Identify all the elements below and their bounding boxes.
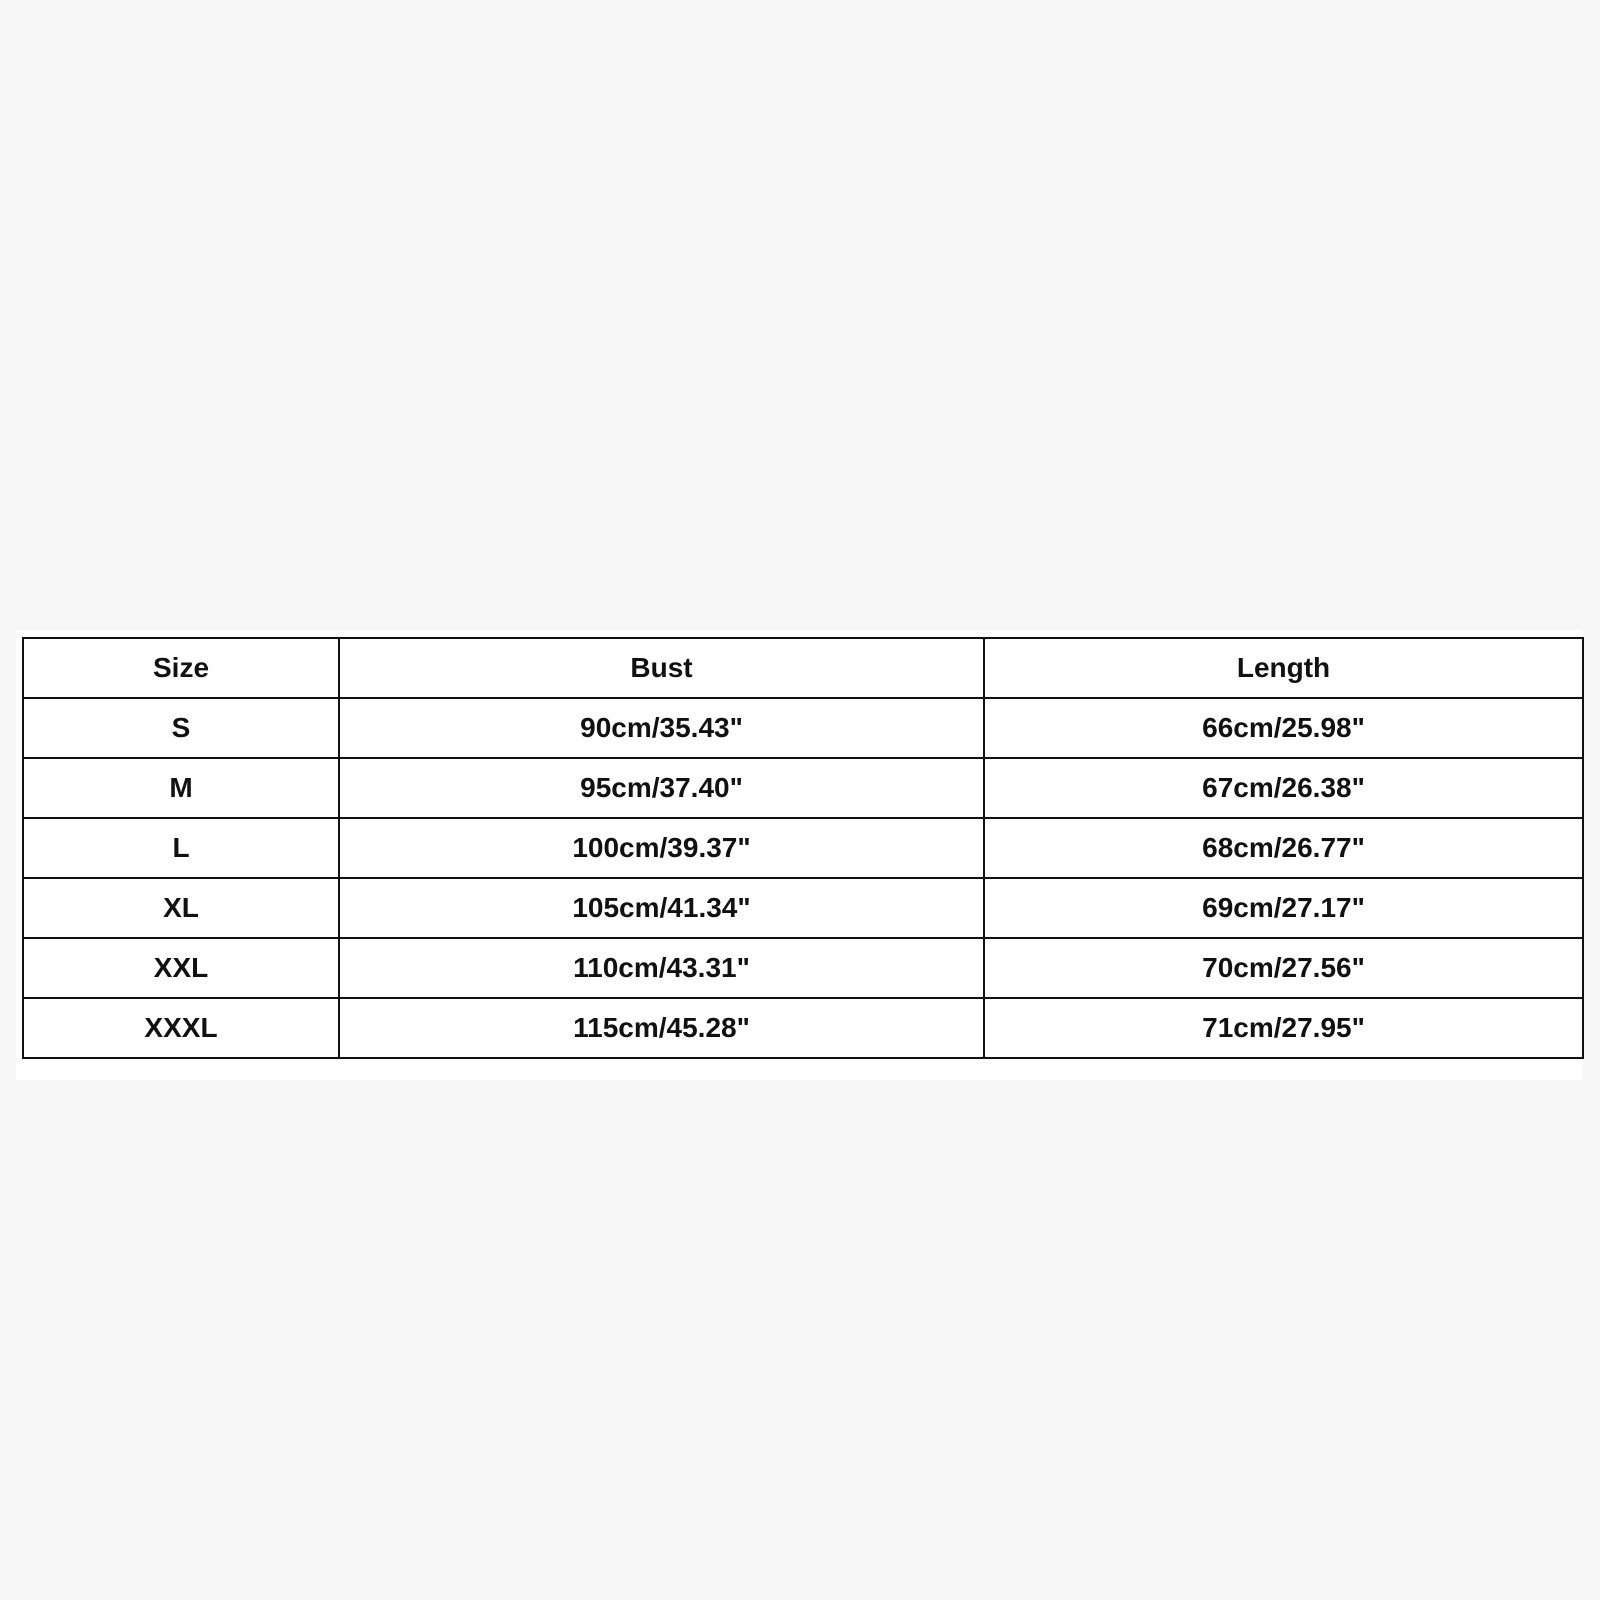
length-cell: 67cm/26.38" — [984, 758, 1583, 818]
length-cell: 69cm/27.17" — [984, 878, 1583, 938]
bust-cell: 100cm/39.37" — [339, 818, 984, 878]
bust-cell: 95cm/37.40" — [339, 758, 984, 818]
size-cell: L — [23, 818, 339, 878]
bust-cell: 115cm/45.28" — [339, 998, 984, 1058]
column-header-length: Length — [984, 638, 1583, 698]
size-cell: M — [23, 758, 339, 818]
table-header-row — [23, 638, 1583, 698]
table-row — [23, 818, 1583, 878]
bust-cell: 105cm/41.34" — [339, 878, 984, 938]
length-cell: 71cm/27.95" — [984, 998, 1583, 1058]
bust-cell: 90cm/35.43" — [339, 698, 984, 758]
size-cell: XXL — [23, 938, 339, 998]
column-header-size: Size — [23, 638, 339, 698]
length-cell: 66cm/25.98" — [984, 698, 1583, 758]
size-chart-table — [22, 637, 1584, 1059]
length-cell: 68cm/26.77" — [984, 818, 1583, 878]
size-cell: XXXL — [23, 998, 339, 1058]
table-row — [23, 938, 1583, 998]
table-row — [23, 998, 1583, 1058]
table-row — [23, 758, 1583, 818]
size-chart-card — [16, 630, 1582, 1080]
size-cell: S — [23, 698, 339, 758]
table-row — [23, 698, 1583, 758]
column-header-bust: Bust — [339, 638, 984, 698]
length-cell: 70cm/27.56" — [984, 938, 1583, 998]
bust-cell: 110cm/43.31" — [339, 938, 984, 998]
table-row — [23, 878, 1583, 938]
size-cell: XL — [23, 878, 339, 938]
